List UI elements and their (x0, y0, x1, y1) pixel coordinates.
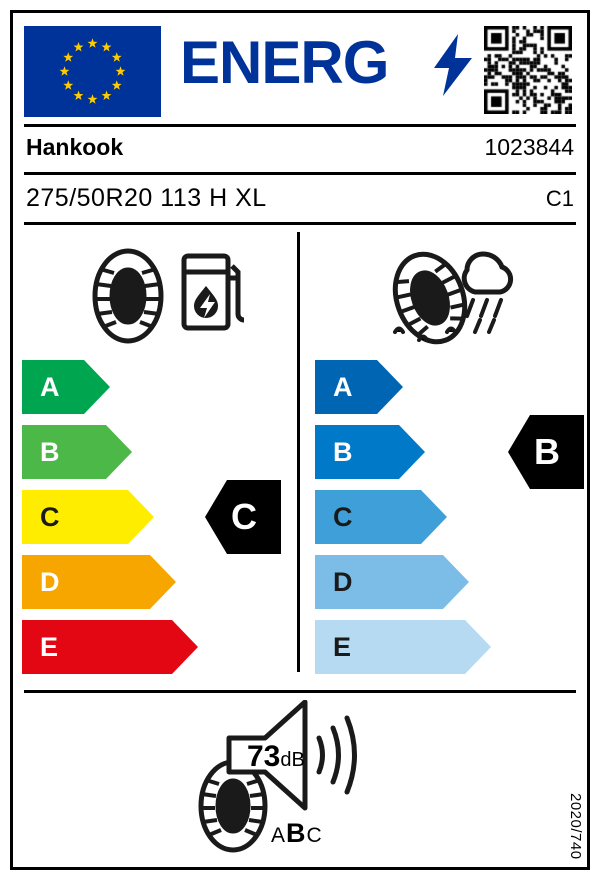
fuel-efficiency-result (205, 480, 281, 554)
noise-class-c: C (306, 824, 323, 847)
grade-arrow (315, 425, 425, 479)
tyre-size: 275/50R20 113 H XL (26, 184, 267, 212)
divider-noise (24, 690, 576, 693)
grade-row (22, 490, 198, 544)
fuel-efficiency-grade: C (231, 496, 257, 537)
grade-row (315, 360, 491, 414)
noise-value: 73dB (247, 740, 305, 773)
grade-row (315, 555, 491, 609)
grade-arrow (22, 620, 198, 674)
divider-brand (24, 172, 576, 175)
noise-class-b: B (286, 818, 307, 848)
grade-arrow (22, 555, 176, 609)
noise-class-a: A (271, 824, 287, 847)
grade-letter: C (333, 501, 353, 532)
grade-letter: D (333, 566, 353, 597)
lightning-bolt-icon (432, 34, 474, 96)
grade-arrow (315, 555, 469, 609)
divider-vertical (297, 232, 300, 672)
wet-grip-grade: B (534, 431, 560, 472)
grade-row (315, 490, 491, 544)
grade-letter: E (40, 631, 59, 662)
grade-letter: B (333, 436, 353, 467)
rain-cloud-tyre-icon (375, 236, 525, 354)
grade-row (22, 555, 198, 609)
grade-arrow (315, 620, 491, 674)
brand-name: Hankook (26, 134, 124, 160)
grade-row (315, 425, 491, 479)
grade-letter: A (333, 371, 353, 402)
grade-letter: C (40, 501, 60, 532)
grade-arrow (22, 360, 110, 414)
loudspeaker-tyre-icon (185, 700, 375, 860)
grade-letter: A (40, 371, 60, 402)
grade-row (22, 360, 198, 414)
reference-code: 1023844 (484, 134, 574, 160)
grade-letter: B (40, 436, 60, 467)
grade-arrow (315, 490, 447, 544)
page-title: ENERG (180, 29, 389, 96)
eu-flag-icon (24, 26, 161, 117)
divider-size (24, 222, 576, 225)
wet-grip-result (508, 415, 584, 489)
grade-letter: D (40, 566, 60, 597)
grade-row (22, 620, 198, 674)
date-code: 2020/740 (567, 793, 584, 860)
noise-unit: dB (280, 749, 305, 771)
grade-row (315, 620, 491, 674)
qr-code-icon (484, 26, 572, 114)
divider-top (24, 124, 576, 127)
fuel-pump-tyre-icon (80, 236, 245, 346)
fuel-efficiency-scale (22, 360, 198, 685)
grade-arrow (315, 360, 403, 414)
grade-letter: E (333, 631, 352, 662)
tyre-class-code: C1 (545, 186, 574, 211)
wet-grip-scale (315, 360, 491, 685)
noise-class-row (271, 818, 323, 849)
grade-arrow (22, 425, 132, 479)
grade-arrow (22, 490, 154, 544)
grade-row (22, 425, 198, 479)
